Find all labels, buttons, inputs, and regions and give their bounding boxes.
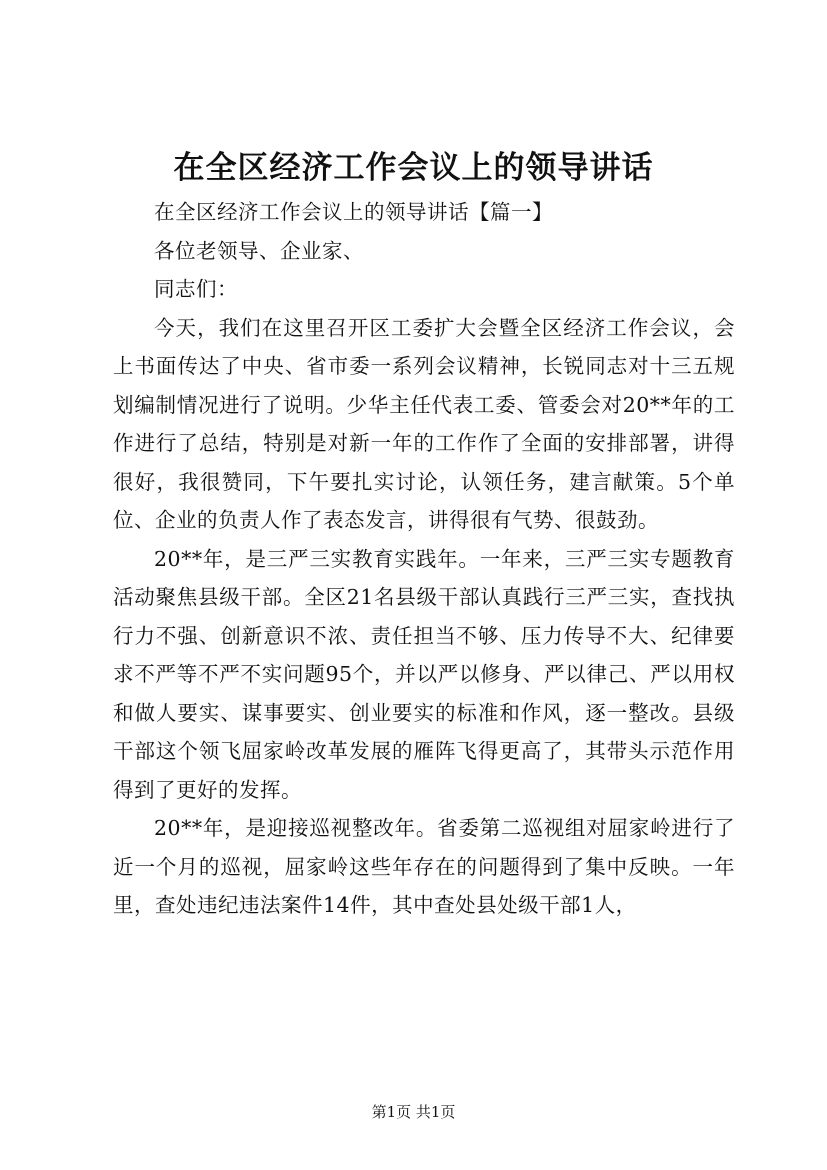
- section-heading: 在全区经济工作会议上的领导讲话【篇一】: [154, 200, 553, 224]
- body-paragraph-1: 今天，我们在这里召开区工委扩大会暨全区经济工作会议，会上书面传达了中央、省市委一系列会议精神，长锐同志对十三五规划编制情况进行了说明。少华主任代表工委、管委会对20**年的工作进行了总结，特别是对新一年的工作作了全面的安排部署，讲得很好，我很赞同，下午要扎实讨论，认领任务，建言献策。5个单位、企业的负责人作了表态发言，讲得很有气势、很鼓劲。: [113, 315, 735, 532]
- body-paragraph-3: 20**年，是迎接巡视整改年。省委第二巡视组对屈家岭进行了近一个月的巡视，屈家岭这些年存在的问题得到了集中反映。一年里，查处违纪违法案件14件，其中查处县处级干部1人，: [113, 816, 735, 917]
- salutation-line-2: 同志们：: [154, 277, 238, 301]
- body-paragraph-2: 20**年，是三严三实教育实践年。一年来，三严三实专题教育活动聚焦县级干部。全区21名县级干部认真践行三严三实，查找执行力不强、创新意识不浓、责任担当不够、压力传导不大、纪律要求不严等不严不实问题95个，并以严以修身、严以律己、严以用权和做人要实、谋事要实、创业要实的标准和作风，逐一整改。县级干部这个领飞屈家岭改革发展的雁阵飞得更高了，其带头示范作用得到了更好的发挥。: [113, 546, 735, 802]
- salutation-line-1: 各位老领导、企业家、: [154, 238, 364, 263]
- document-body: [113, 193, 735, 925]
- document-title: 在全区经济工作会议上的领导讲话: [173, 150, 654, 186]
- page-number-footer: 第1页 共1页: [371, 1103, 456, 1121]
